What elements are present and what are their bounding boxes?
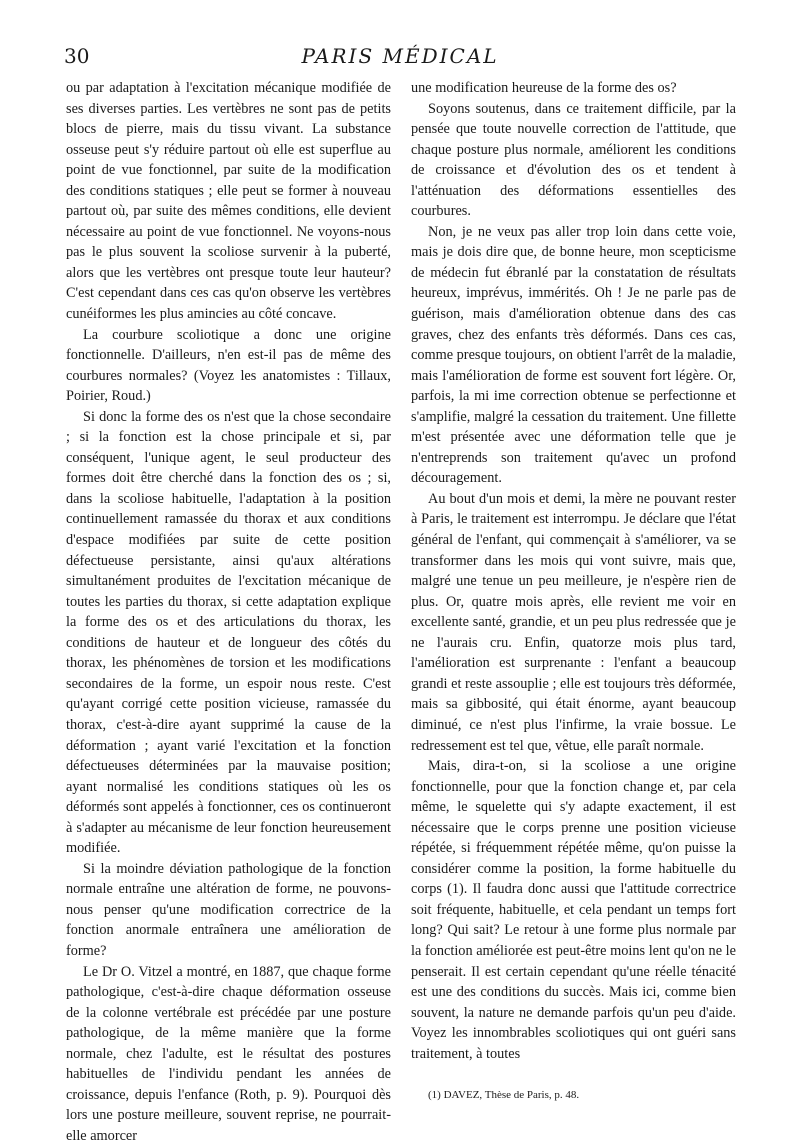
paragraph: Non, je ne veux pas aller trop loin dans cette voie, mais je dois dire que, de bonne heure, mon scepticisme de médecin fut ébranlé par la constatation de résultats heureux, imprévus, immérités. Oh ! Je ne parle pas de guérison, mais d'amélioration obtenue dans des cas graves, chez des enfants très déformés. Dans ces cas, comme presque toujours, on obtient l'arrêt de la maladie, mais l'amélioration de forme est souvent fort légère. Or, parfois, la mi ime correction obtenue se perfectionne et s'amplifie, malgré la cessation du traitement. Une fillette m'est présentée avec une déformation telle que je n'entreprends son traitement qu'avec un profond découragement. [411, 223, 736, 487]
paragraph: Soyons soutenus, dans ce traitement difficile, par la pensée que toute nouvelle correction de l'attitude, que chaque posture plus normale, améliorent les conditions de croissance et d'évolution des os et tendent à l'atténuation des déformations essentielles des courbures. [411, 100, 736, 220]
paragraph: ou par adaptation à l'excitation mécanique modifiée de ses diverses parties. Les vertèbres ne sont pas de petits blocs de pierre, mais du tissu vivant. La substance osseuse peut s'y réduire partout où elle est superflue au point de vue fonctionnel, par suite de la modification des conditions statiques ; elle peut se former à nouveau partout où, par suite des mêmes conditions, elle devient nécessaire au point de vue fonctionnel. Ne voyons-nous pas le plus souvent la scoliose survenir à la puberté, alors que les vertèbres ont presque toute leur hauteur? C'est cependant dans ces cas qu'on observe les vertèbres cunéiformes les plus amincies au côté concave. [66, 80, 391, 323]
paragraph: Si la moindre déviation pathologique de la fonction normale entraîne une altération de forme, ne pouvons-nous penser qu'une modification correctrice de la fonction anormale entraînera une amélioration de forme? [66, 860, 391, 959]
page-number: 30 [64, 44, 90, 68]
paragraph: Le Dr O. Vitzel a montré, en 1887, que chaque forme pathologique, c'est-à-dire chaque déformation osseuse de la colonne vertébrale est précédée par une posture pathologique, de la même manière que la forme normale, chez l'adulte, est le résultat des postures habituelles de l'individu pendant les années de croissance, depuis l'enfance (Roth, p. 9). Pourquoi dès lors une posture meilleure, souvent reprise, ne pourrait-elle amorcer [66, 963, 391, 1144]
right-column [411, 78, 736, 1102]
page-header [64, 44, 736, 74]
paragraph: Si donc la forme des os n'est que la chose secondaire ; si la fonction est la chose principale et si, par conséquent, l'unique agent, le seul producteur des formes doit être cherché dans la fonction des os ; si, dans la scoliose habituelle, l'adaptation à la position continuellement ramassée du thorax et aux conditions d'espace modifiées par suite de cette position défectueuse persistante, ainsi qu'aux altérations simultanément produites de l'excitation mécanique de toutes les parties du thorax, si cette adaptation explique la forme des os et des articulations du thorax, les conditions de hauteur et de longueur des côtés du thorax, les phénomènes de torsion et les modifications secondaires de la forme, un espoir nous reste. C'est qu'ayant corrigé cette position vicieuse, ramassée du thorax, c'est-à-dire ayant supprimé la cause de la déformation ; ayant varié l'excitation et la fonction défectueuses déterminées par la mauvaise position; ayant normalisé les conditions statiques où les os déformés sont appelés à fonctionner, ces os continueront à s'adapter au mécanisme de leur fonction heureusement modifiée. [66, 408, 391, 857]
paragraph: Au bout d'un mois et demi, la mère ne pouvant rester à Paris, le traitement est interrompu. Je déclare que l'état général de l'enfant, qui commençait à s'améliorer, va se transformer dans les mois qui vont suivre, mais que, malgré une tenue un peu meilleure, je n'espère rien de plus. Or, quatre mois après, elle revient me voir en excellente santé, grandie, et un peu plus redressée que je ne l'aurais cru. Enfin, quatorze mois plus tard, l'amélioration est surprenante : l'enfant a beaucoup grandi et reste assouplie ; elle est toujours très déformée, mais sa gibbosité, qui était énorme, ayant beaucoup diminué, ce n'est plus l'infirme, la vraie bossue. Le redressement est tel que, vêtue, elle paraît normale. [411, 490, 736, 754]
left-column [66, 78, 391, 1146]
running-title: PARIS MÉDICAL [301, 44, 499, 68]
footnote: (1) DAVEZ, Thèse de Paris, p. 48. [428, 1089, 580, 1102]
paragraph: une modification heureuse de la forme des os? [411, 80, 677, 96]
paragraph: Mais, dira-t-on, si la scoliose a une origine fonctionnelle, pour que la fonction change et, par cela même, le squelette qui s'y adapte exactement, il est nécessaire que le corps prenne une position vicieuse répétée, si fréquemment répétée même, qu'on puisse la considérer comme la position, la forme habituelle du corps (1). Il faudra donc aussi que l'attitude correctrice soit fréquente, habituelle, et cela pendant un temps fort long? Qui sait? Le retour à une forme plus normale par la fonction améliorée est peut-être moins lent qu'on ne le penserait. Il est certain cependant qu'une réelle ténacité est une des conditions du succès. Mais ici, comme bien souvent, la nature ne demande parfois qu'un peu d'aide. Voyez les innombrables scoliotiques qui ont guéri sans traitement, à toutes [411, 758, 736, 1062]
paragraph: La courbure scoliotique a donc une origine fonctionnelle. D'ailleurs, n'en est-il pas de même des courbures normales? (Voyez les anatomistes : Tillaux, Poirier, Roud.) [66, 326, 391, 405]
